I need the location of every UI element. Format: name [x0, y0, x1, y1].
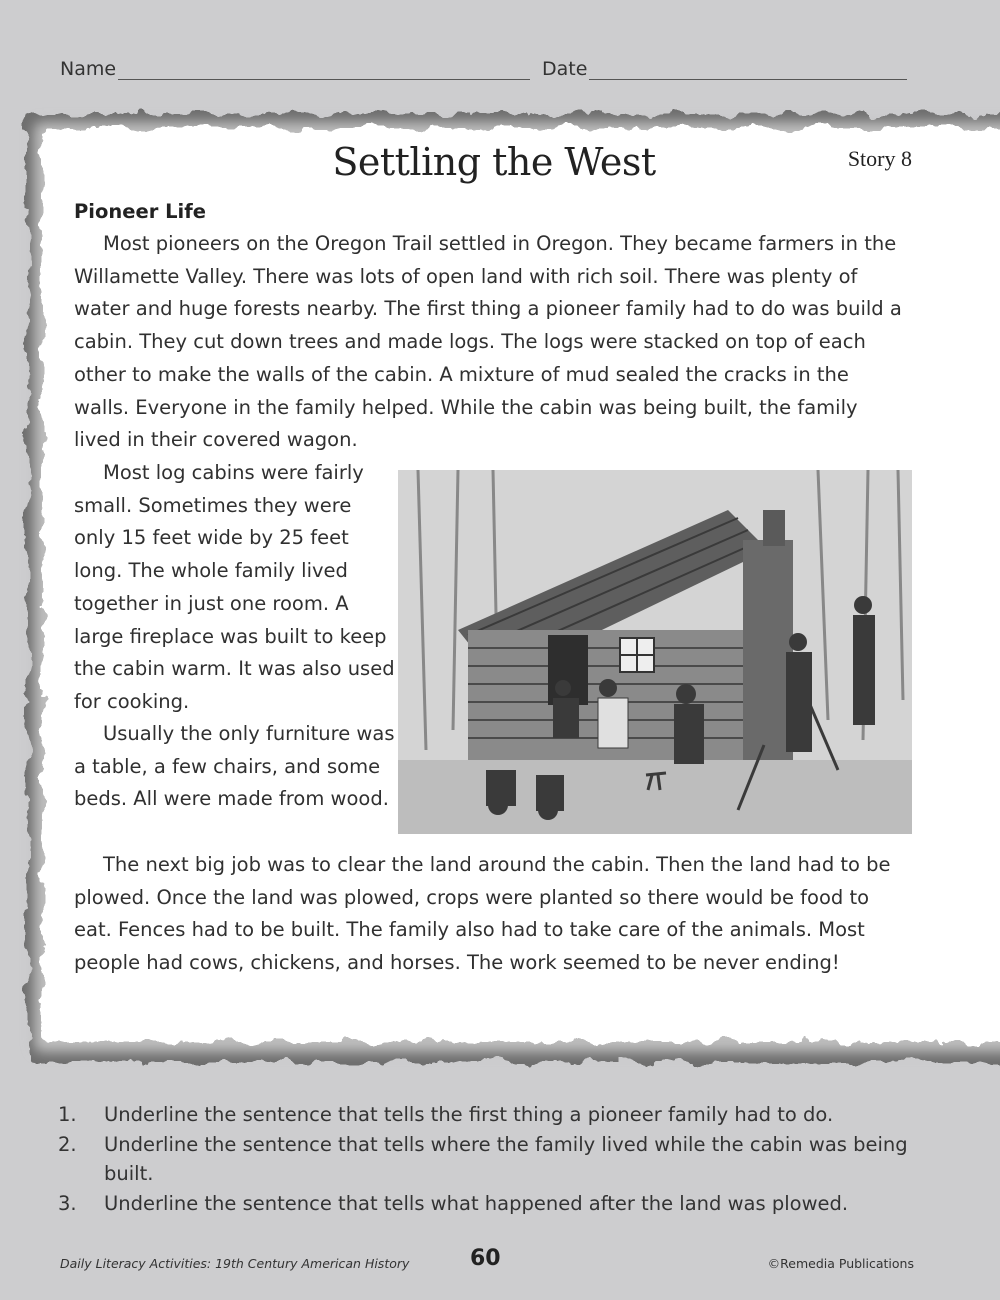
footer-publisher: ©Remedia Publications: [767, 1256, 914, 1271]
question-text: Underline the sentence that tells where the family lived while the cabin was being built.: [104, 1132, 908, 1185]
paragraph-2: Most log cabins were fairly small. Sometimes they were only 15 feet wide by 25 feet long. The whole family lived together in just one room. A large fireplace was built to keep the cabin warm. It was also used for cooking.: [74, 461, 395, 713]
story-label: Story 8: [847, 146, 912, 171]
log-cabin-illustration: [398, 470, 912, 834]
section-heading: Pioneer Life: [74, 200, 206, 223]
question-number: 3.: [58, 1191, 77, 1215]
question-text: Underline the sentence that tells what happened after the land was plowed.: [104, 1191, 849, 1215]
question-1: [58, 1100, 938, 1130]
question-3: [58, 1189, 938, 1219]
date-line[interactable]: [589, 61, 907, 80]
name-label: Name: [60, 58, 117, 80]
footer-book-title: Daily Literacy Activities: 19th Century American History: [60, 1256, 410, 1271]
date-label: Date: [542, 58, 588, 80]
question-text: Underline the sentence that tells the first thing a pioneer family had to do.: [104, 1103, 834, 1126]
date-field[interactable]: [542, 58, 907, 80]
question-number: 2.: [58, 1132, 77, 1156]
page-number: 60: [470, 1246, 501, 1271]
paragraph-4: The next big job was to clear the land around the cabin. Then the land had to be plowed. Once the land was plowed, crops were planted so there would be food to eat. Fences had to be built. The family also had to take care of the animals. Most people had cows, chickens, and horses. The work seemed to be never ending!: [74, 853, 891, 975]
name-field[interactable]: [60, 58, 530, 80]
question-2: [58, 1130, 938, 1189]
name-line[interactable]: [118, 61, 530, 80]
question-number: 1.: [58, 1103, 77, 1126]
paragraph-1: Most pioneers on the Oregon Trail settled in Oregon. They became farmers in the Willamette Valley. There was lots of open land with rich soil. There was plenty of water and huge forests nearby. The first thing a pioneer family had to do was build a cabin. They cut down trees and made logs. The logs were stacked on top of each other to make the walls of the cabin. A mixture of mud sealed the cracks in the walls. Everyone in the family helped. While the cabin was being built, the family lived in their covered wagon.: [74, 232, 902, 452]
paragraph-3: Usually the only furniture was a table, a few chairs, and some beds. All were made from wood.: [74, 722, 395, 811]
page-title: Settling the West: [332, 140, 656, 184]
question-list: [58, 1100, 938, 1218]
